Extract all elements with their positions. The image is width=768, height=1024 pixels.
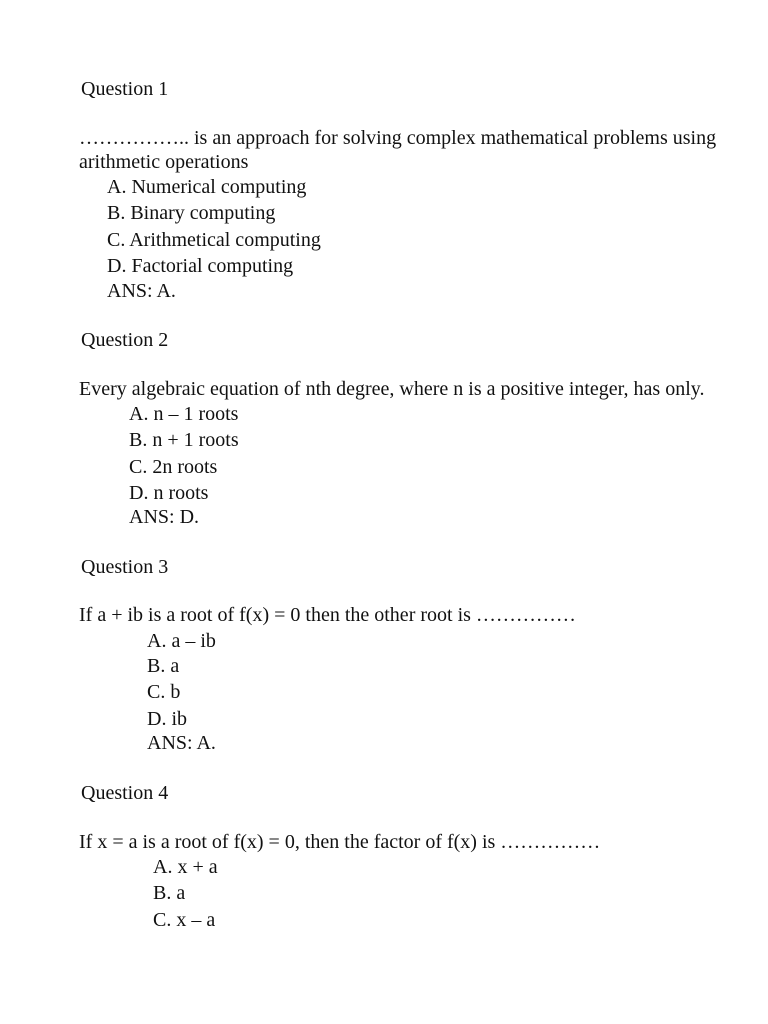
question-4-heading: Question 4: [81, 782, 169, 804]
question-1-option-d: D. Factorial computing: [107, 255, 294, 277]
question-1-option-c: C. Arithmetical computing: [107, 229, 321, 251]
question-1-answer: ANS: A.: [107, 280, 176, 302]
question-3-stem: If a + ib is a root of f(x) = 0 then the other root is ……………: [79, 604, 576, 626]
question-1-heading: Question 1: [81, 78, 169, 100]
question-2-option-c: C. 2n roots: [129, 456, 218, 478]
question-2-option-d: D. n roots: [129, 482, 209, 504]
question-3-option-c: C. b: [147, 681, 181, 703]
question-4-option-a: A. x + a: [153, 856, 218, 878]
question-2-option-b: B. n + 1 roots: [129, 429, 239, 451]
question-1-stem: …………….. is an approach for solving complex mathematical problems using: [79, 127, 717, 149]
question-3-heading: Question 3: [81, 556, 169, 578]
question-2-answer: ANS: D.: [129, 506, 200, 528]
question-3-answer: ANS: A.: [147, 732, 216, 754]
question-4-option-b: B. a: [153, 882, 186, 904]
question-3-option-a: A. a – ib: [147, 630, 216, 652]
question-3-option-b: B. a: [147, 655, 180, 677]
question-2-option-a: A. n – 1 roots: [129, 403, 239, 425]
question-2-stem: Every algebraic equation of nth degree, where n is a positive integer, has only.: [79, 378, 705, 400]
question-3-option-d: D. ib: [147, 708, 187, 730]
question-4-stem: If x = a is a root of f(x) = 0, then the factor of f(x) is ……………: [79, 831, 601, 853]
question-1-stem-continued: arithmetic operations: [79, 151, 249, 173]
question-4-option-c: C. x – a: [153, 909, 216, 931]
question-2-heading: Question 2: [81, 329, 169, 351]
question-1-option-b: B. Binary computing: [107, 202, 276, 224]
question-1-option-a: A. Numerical computing: [107, 176, 307, 198]
